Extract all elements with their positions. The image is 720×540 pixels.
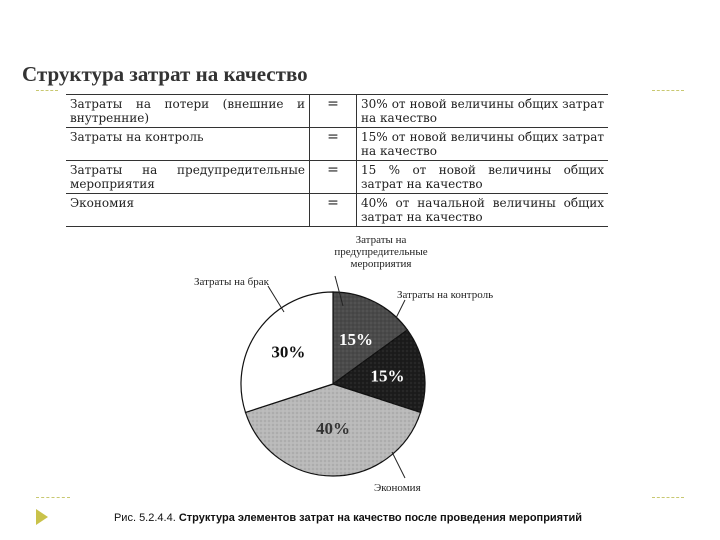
- pie-value-prevention: 15%: [338, 329, 373, 349]
- figure-number: Рис. 5.2.4.4.: [113, 512, 176, 524]
- pie-value-defects: 30%: [271, 342, 306, 362]
- leader-line-control: [396, 300, 405, 318]
- slide-title: Структура затрат на качество: [22, 62, 308, 86]
- table-cell-item: Затраты на предупредительные мероприятия: [66, 161, 310, 194]
- figure-title: Структура элементов затрат на качество после проведения мероприятий: [178, 512, 583, 524]
- leader-line-savings: [392, 452, 405, 478]
- table-cell-value: 15 % от новой величины общих затрат на качество: [357, 161, 609, 194]
- table-cell-sign: =: [310, 95, 357, 128]
- figure-caption: [108, 512, 588, 525]
- table-cell-item: Экономия: [66, 194, 310, 227]
- table-cell-sign: =: [310, 194, 357, 227]
- slice-label-savings: Экономия: [374, 482, 421, 494]
- table-cell-item: Затраты на потери (внешние и внутренние): [66, 95, 310, 128]
- slice-label-defects: Затраты на брак: [194, 276, 269, 288]
- table-cell-sign: =: [310, 128, 357, 161]
- pie-value-savings: 40%: [316, 419, 350, 439]
- table-cell-sign: =: [310, 161, 357, 194]
- pie-value-control: 15%: [370, 366, 405, 386]
- slice-label-control: Затраты на контроль: [397, 289, 494, 301]
- table-cell-item: Затраты на контроль: [66, 128, 310, 161]
- slice-label-prevention: Затраты на предупредительные мероприятия: [334, 234, 428, 270]
- leader-line-defects: [268, 286, 284, 312]
- table-cell-value: 15% от новой величины общих затрат на качество: [357, 128, 609, 161]
- table-cell-value: 30% от новой величины общих затрат на качество: [357, 95, 609, 128]
- table-cell-value: 40% от начальной величины общих затрат на качество: [357, 194, 609, 227]
